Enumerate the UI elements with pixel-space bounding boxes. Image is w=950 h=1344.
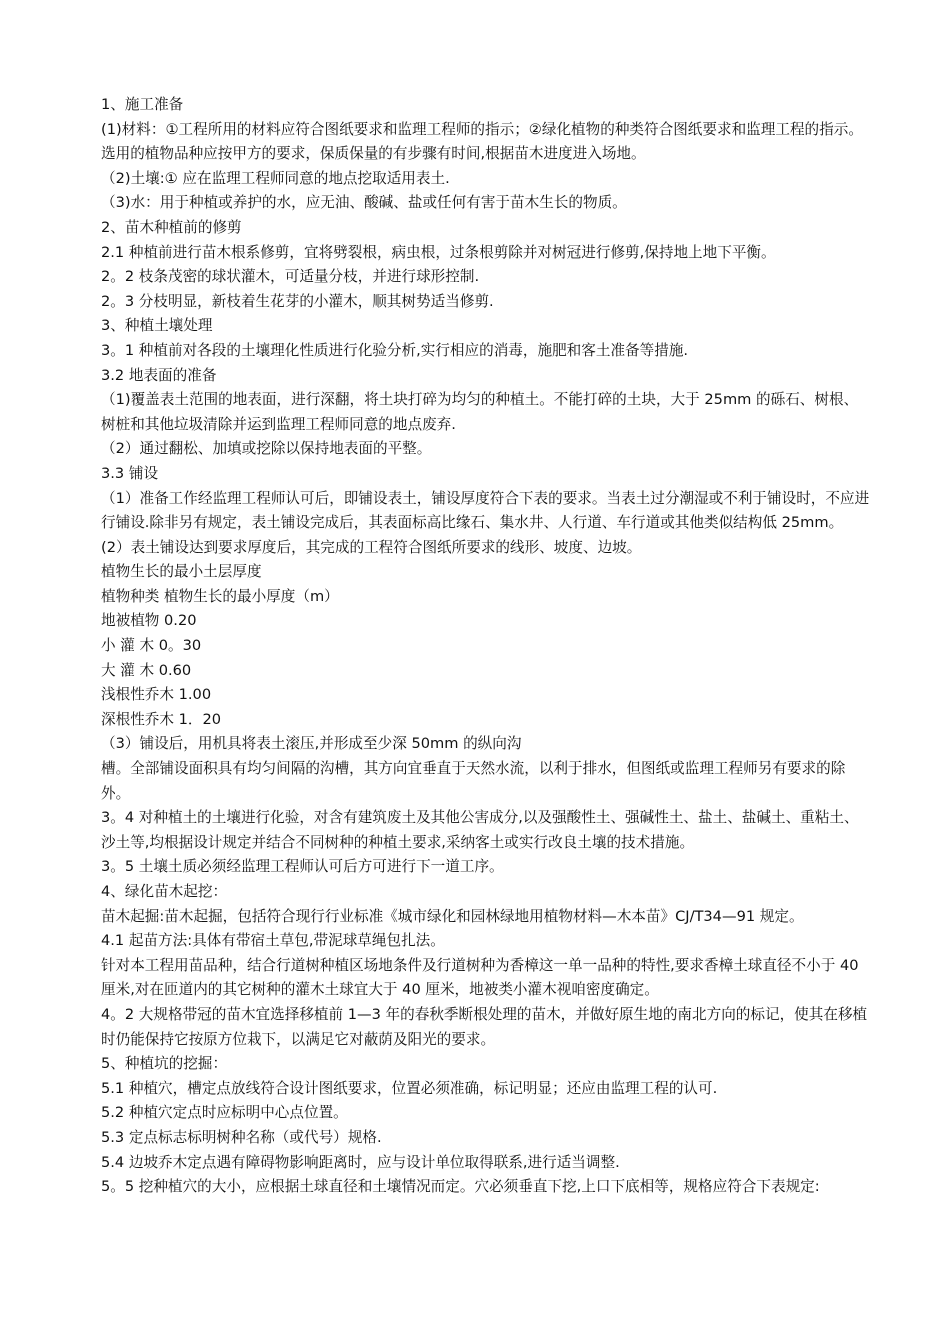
paragraph-5-3: 5.3 定点标志标明树种名称（或代号）规格. <box>101 1128 382 1146</box>
paragraph-5-1: 5.1 种植穴，槽定点放线符合设计图纸要求，位置必须准确，标记明显；还应由监理工程的认可. <box>101 1079 718 1097</box>
paragraph-3-4: 3。4 对种植土的土壤进行化验，对含有建筑废土及其他公害成分,以及强酸性土、强碱性土、盐土、盐碱土、重粘土、沙土等,均根据设计规定并结合不同树种的种植土要求,采纳客土或实行改良土壤的技术措施。 <box>101 809 859 851</box>
paragraph-3-2-2: （2）通过翻松、加填或挖除以保持地表面的平整。 <box>101 440 432 458</box>
table-row: 大 灌 木 0.60 <box>101 661 192 679</box>
heading-section-5: 5、种植坑的挖掘： <box>101 1055 228 1073</box>
heading-section-4: 4、绿化苗木起挖： <box>101 883 228 900</box>
heading-3-2: 3.2 地表面的准备 <box>101 366 217 384</box>
table-row: 地被植物 0.20 <box>101 612 197 630</box>
paragraph-3-5: 3。5 土壤土质必须经监理工程师认可后方可进行下一道工序。 <box>101 858 504 876</box>
paragraph-3-3-1: （1）准备工作经监理工程师认可后，即铺设表土，铺设厚度符合下表的要求。当表土过分潮湿或不利于铺设时，不应进行铺设.除非另有规定，表土铺设完成后，其表面标高比缘石、集水井、人行道、车行道或其他类似结构低 25mm。 <box>101 489 870 532</box>
table-row: 小 灌 木 0。30 <box>101 637 202 655</box>
paragraph-3-2-1: （1)覆盖表土范围的地表面，进行深翻，将土块打碎为均匀的种植土。不能打碎的土块，大于 25mm 的砾石、树根、树桩和其他垃圾清除并运到监理工程师同意的地点废弃. <box>101 391 859 433</box>
paragraph-3-3-2: (2）表土铺设达到要求厚度后，其完成的工程符合图纸所要求的线形、坡度、边坡。 <box>101 538 642 556</box>
paragraph-root-ball: 针对本工程用苗品种，结合行道树种植区场地条件及行道树种为香樟这一单一品种的特性,要求香樟土球直径不小于 40 厘米,对在匝道内的其它树种的灌木土球宜大于 40 厘米，地被类小灌木视咱密度确定。 <box>101 956 859 999</box>
heading-3-3: 3.3 铺设 <box>101 464 159 482</box>
paragraph-water: （3)水：用于种植或养护的水，应无油、酸碱、盐或任何有害于苗木生长的物质。 <box>101 194 627 212</box>
table-row: 浅根性乔木 1.00 <box>101 686 212 704</box>
paragraph-soil: （2)土壤:① 应在监理工程师同意的地点挖取适用表土. <box>101 169 450 187</box>
paragraph-digging: 苗木起掘:苗木起掘，包括符合现行行业标准《城市绿化和园林绿地用植物材料—木本苗》CJ/T34—91 规定。 <box>101 907 804 925</box>
table-row: 深根性乔木 1．20 <box>101 710 222 728</box>
heading-section-2: 2、苗木种植前的修剪 <box>101 218 242 236</box>
document-body <box>101 93 871 1200</box>
paragraph-2-2: 2。2 枝条茂密的球状灌木，可适量分枝，并进行球形控制. <box>101 268 480 286</box>
paragraph-5-4: 5.4 边坡乔木定点遇有障碍物影响距离时，应与设计单位取得联系,进行适当调整. <box>101 1153 620 1171</box>
heading-section-3: 3、种植土壤处理 <box>101 317 213 335</box>
paragraph-3-3-3: （3）铺设后，用机具将表土滚压,并形成至少深 50mm 的纵向沟 <box>101 735 522 753</box>
paragraph-4-2: 4。2 大规格带冠的苗木宜选择移植前 1—3 年的春秋季断根处理的苗木，并做好原生地的南北方向的标记，使其在移植时仍能保持它按原方位栽下，以满足它对蔽荫及阳光的要求。 <box>101 1005 868 1048</box>
paragraph-3-1: 3。1 种植前对各段的土壤理化性质进行化验分析,实行相应的消毒，施肥和客土准备等措施. <box>101 341 689 359</box>
table-caption: 植物生长的最小土层厚度 <box>101 563 262 581</box>
paragraph-materials: (1)材料：①工程所用的材料应符合图纸要求和监理工程师的指示；②绿化植物的种类符合图纸要求和监理工程的指示。选用的植物品种应按甲方的要求，保质保量的有步骤有时间,根据苗木进度进入场地。 <box>101 120 863 163</box>
paragraph-4-1: 4.1 起苗方法:具体有带宿土草包,带泥球草绳包扎法。 <box>101 932 445 950</box>
paragraph-5-5: 5。5 挖种植穴的大小，应根据土球直径和土壤情况而定。穴必须垂直下挖,上口下底相等，规格应符合下表规定: <box>101 1178 820 1196</box>
paragraph-3-3-3-cont: 槽。全部铺设面积具有均匀间隔的沟槽，其方向宜垂直于天然水流，以利于排水，但图纸或监理工程师另有要求的除外。 <box>101 760 846 802</box>
paragraph-5-2: 5.2 种植穴定点时应标明中心点位置。 <box>101 1104 348 1122</box>
paragraph-2-1: 2.1 种植前进行苗木根系修剪，宜将劈裂根，病虫根，过条根剪除并对树冠进行修剪,保持地上地下平衡。 <box>101 243 776 261</box>
paragraph-2-3: 2。3 分枝明显，新枝着生花芽的小灌木，顺其树势适当修剪. <box>101 292 494 310</box>
heading-section-1: 1、施工准备 <box>101 96 184 113</box>
table-header-row: 植物种类 植物生长的最小厚度（m） <box>101 587 339 605</box>
